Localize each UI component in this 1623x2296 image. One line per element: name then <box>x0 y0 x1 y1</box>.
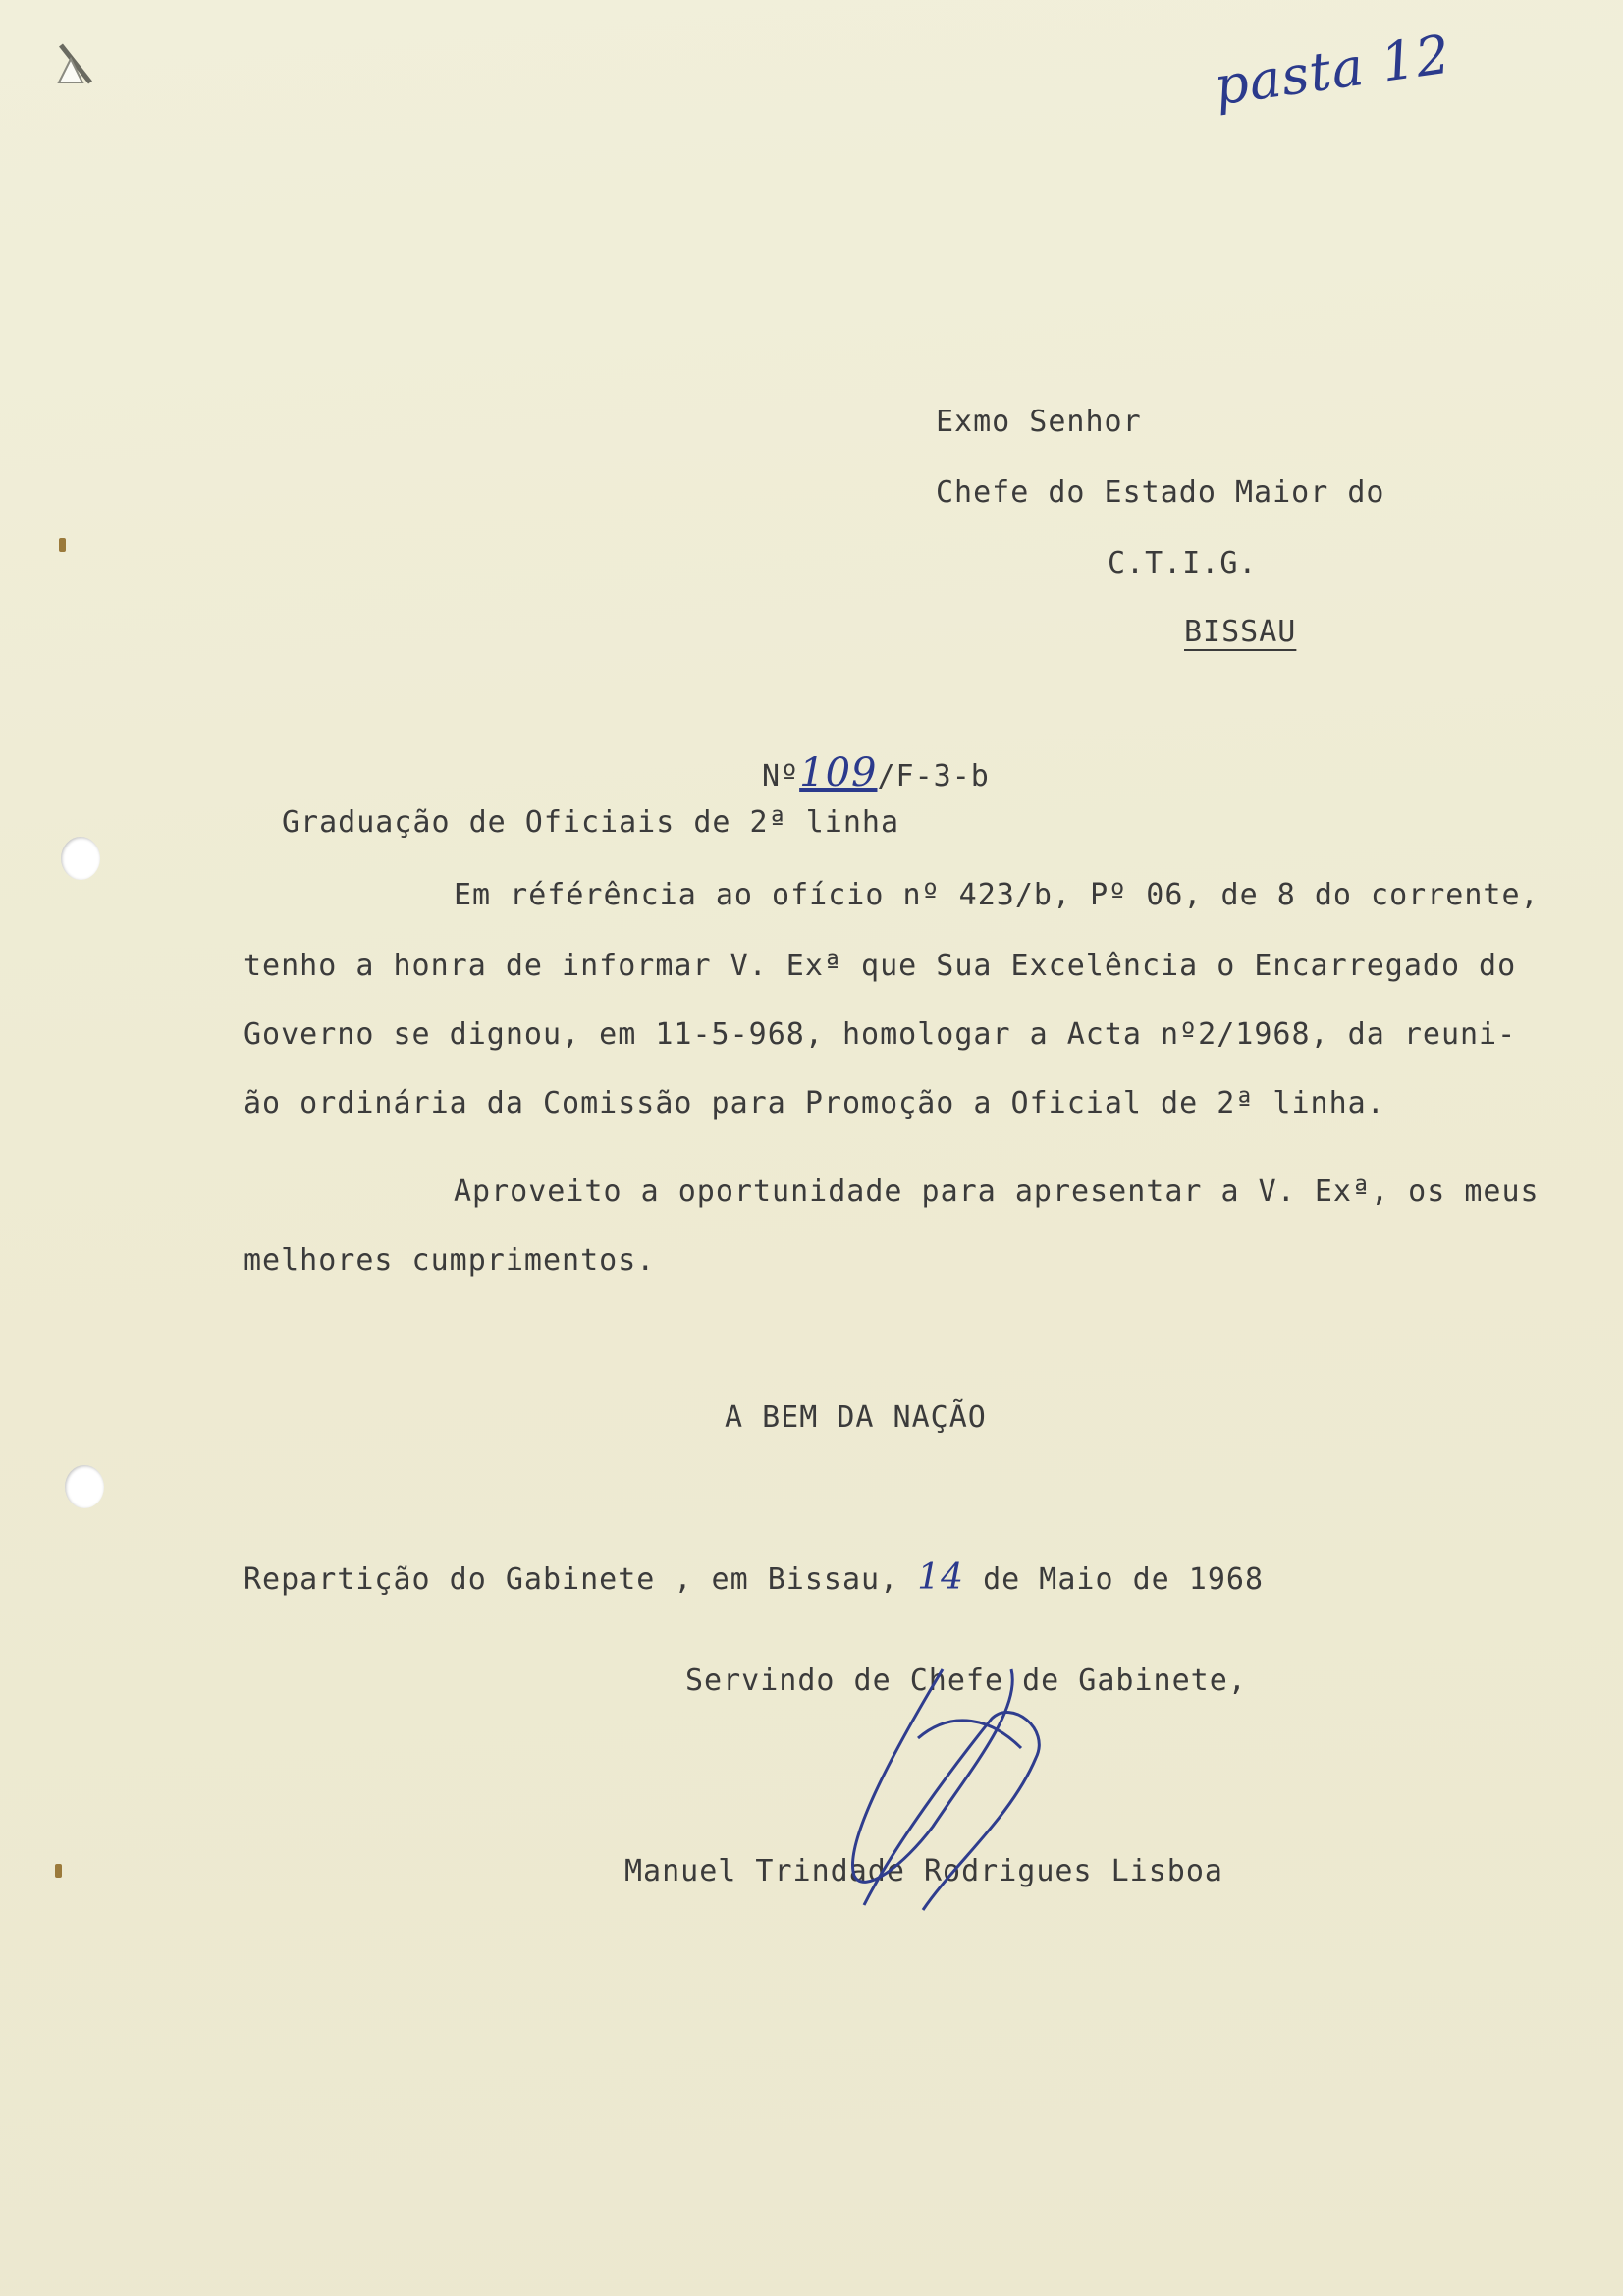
place-date-rest: de Maio de 1968 <box>983 1562 1265 1597</box>
body-paragraph-2-line-1: Aproveito a oportunidade para apresentar a V. Exª, os meus <box>454 1175 1540 1209</box>
body-paragraph-1-line-1: Em référência ao ofício nº 423/b, Pº 06, de 8 do corrente, <box>454 878 1540 912</box>
addressee-title: Chefe do Estado Maior do <box>936 475 1385 510</box>
addressee-city: BISSAU <box>1184 615 1297 649</box>
signatory-name: Manuel Trindade Rodrigues Lisboa <box>624 1854 1223 1888</box>
place-date-day: 14 <box>917 1558 965 1598</box>
body-paragraph-1-line-3: Governo se dignou, em 11-5-968, homologar a Acta nº2/1968, da reuni- <box>243 1017 1517 1052</box>
reference-handwritten-number: 109 <box>799 750 878 795</box>
reference-number <box>762 750 990 795</box>
addressee-unit: C.T.I.G. <box>1108 546 1258 580</box>
punch-hole-top <box>61 837 100 880</box>
signatory-role: Servindo de Chefe de Gabinete, <box>685 1664 1247 1698</box>
body-paragraph-1-line-2: tenho a honra de informar V. Exª que Sua Excelência o Encarregado do <box>243 949 1517 983</box>
reference-suffix: /F-3-b <box>877 759 990 793</box>
closing-formula: A BEM DA NAÇÃO <box>725 1400 987 1435</box>
body-paragraph-2-line-2: melhores cumprimentos. <box>243 1243 656 1278</box>
handwritten-signature <box>825 1650 1080 1915</box>
margin-mark <box>55 1864 62 1878</box>
addressee-salutation: Exmo Senhor <box>936 405 1142 439</box>
handwritten-annotation: pasta 12 <box>1210 23 1455 118</box>
margin-mark <box>59 538 66 552</box>
place-date-prefix: Repartição do Gabinete , em Bissau, <box>243 1562 899 1597</box>
place-date <box>243 1558 1264 1598</box>
reference-prefix: Nº <box>762 759 800 793</box>
punch-hole-bottom <box>65 1465 104 1508</box>
subject-line: Graduação de Oficiais de 2ª linha <box>282 805 900 840</box>
body-paragraph-1-line-4: ão ordinária da Comissão para Promoção a Oficial de 2ª linha. <box>243 1086 1385 1121</box>
corner-fold-icon <box>55 39 100 88</box>
